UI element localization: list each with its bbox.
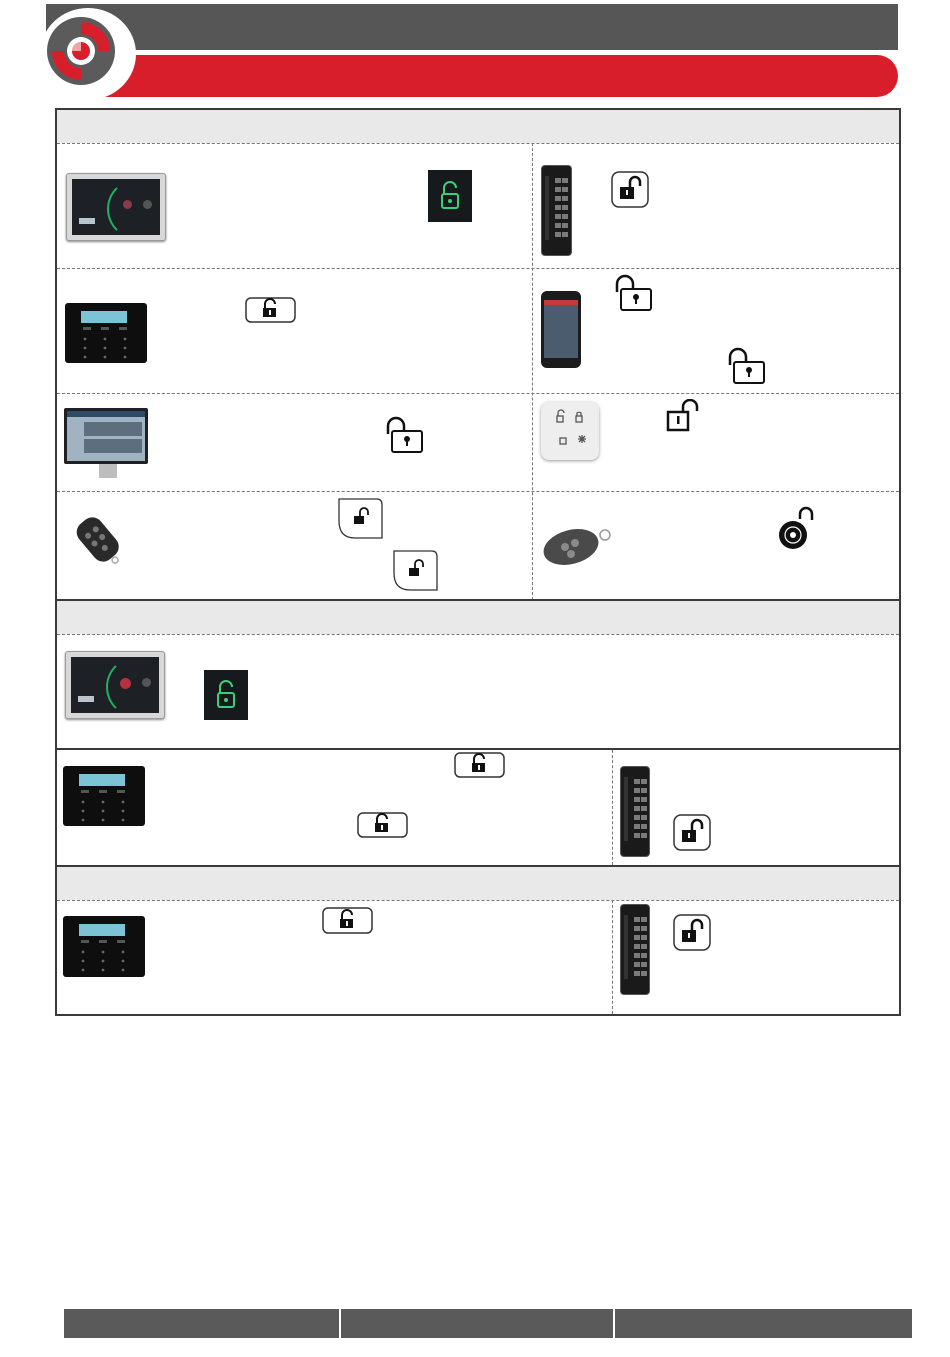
- footer-segment-3: [615, 1309, 912, 1338]
- divider: [57, 634, 899, 635]
- divider: [612, 750, 613, 865]
- divider: [612, 900, 613, 1014]
- green-unlock-icon: [204, 670, 248, 720]
- smartphone-app-image: [541, 291, 581, 368]
- fob-unlock-icon: [392, 549, 439, 592]
- divider: [57, 268, 899, 269]
- divider: [57, 143, 899, 144]
- fob-unlock-icon: [337, 497, 384, 540]
- unlock-button-icon: [673, 814, 711, 851]
- unlock-outline-icon: [666, 399, 704, 432]
- divider: [532, 143, 533, 600]
- padlock-key-icon: [384, 416, 424, 454]
- divider: [57, 491, 899, 492]
- section-header-3: [57, 867, 899, 900]
- section-divider: [57, 748, 899, 750]
- unlock-button-icon: [454, 752, 505, 778]
- lcd-keypad-image: [63, 766, 145, 826]
- wireless-keypad-image: [541, 402, 599, 460]
- web-application-image: [64, 408, 148, 464]
- section-header-2: [57, 601, 899, 634]
- unlock-button-icon: [357, 812, 408, 838]
- touch-panel-image: [65, 651, 165, 719]
- padlock-key-icon: [613, 274, 653, 312]
- lcd-keypad-image: [65, 303, 147, 363]
- green-unlock-icon: [428, 170, 472, 222]
- proximity-keypad-image: [620, 904, 650, 995]
- unlock-button-icon: [611, 171, 649, 208]
- proximity-keypad-image: [541, 165, 572, 256]
- remote-control-image: [541, 523, 613, 569]
- proximity-keypad-image: [620, 766, 650, 857]
- unlock-button-icon: [245, 297, 296, 323]
- padlock-key-icon: [726, 347, 766, 385]
- divider: [57, 393, 899, 394]
- unlock-button-icon: [322, 907, 373, 934]
- keyfob-image: [70, 512, 128, 570]
- unlock-button-icon: [673, 914, 711, 951]
- touch-panel-image: [66, 173, 166, 241]
- dial-unlock-icon: [778, 505, 820, 551]
- footer-segment-1: [64, 1309, 339, 1338]
- monitor-stand: [99, 464, 117, 478]
- header-top-bar: [46, 4, 898, 50]
- header-brand-bar: [100, 55, 898, 97]
- lcd-keypad-image: [63, 916, 145, 977]
- risco-logo-icon: [44, 14, 118, 88]
- section-header-1: [57, 110, 899, 143]
- footer-segment-2: [341, 1309, 613, 1338]
- divider: [57, 900, 899, 901]
